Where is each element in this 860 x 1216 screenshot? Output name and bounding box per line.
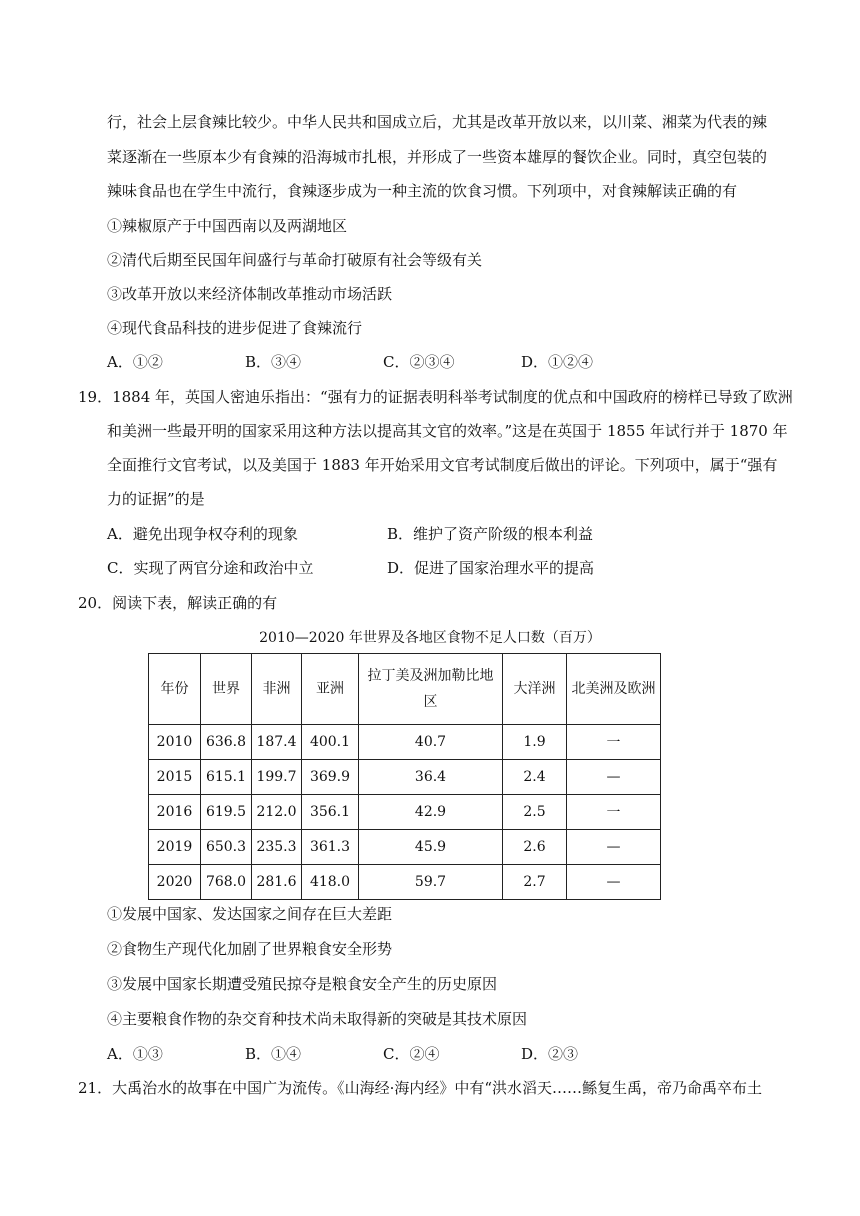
cell: 615.1 [201, 760, 252, 795]
cell: 636.8 [201, 725, 252, 760]
q18-line-1: 行，社会上层食辣比较少。中华人民共和国成立后，尤其是改革开放以来，以川菜、湘菜为代表的辣 [107, 113, 768, 131]
cell: 2.7 [503, 865, 567, 900]
q18-option-c: C．②③④ [383, 353, 455, 371]
q21-line-1: 21．大禹治水的故事在中国广为流传。《山海经·海内经》中有“洪水滔天……鲧复生禹，帝乃命禹卒布土 [78, 1079, 763, 1097]
cell: 281.6 [252, 865, 302, 900]
header-asia: 亚洲 [302, 654, 359, 725]
cell: 199.7 [252, 760, 302, 795]
q19-option-c: C．实现了两官分途和政治中立 [107, 559, 314, 577]
cell: 187.4 [252, 725, 302, 760]
q20-option-c: C．②④ [383, 1045, 440, 1063]
q20-item-4: ④主要粮食作物的杂交育种技术尚未取得新的突破是其技术原因 [107, 1010, 528, 1028]
q18-item-4: ④现代食品科技的进步促进了食辣流行 [107, 319, 363, 337]
q20-item-3: ③发展中国家长期遭受殖民掠夺是粮食安全产生的历史原因 [107, 975, 498, 993]
cell: 2.5 [503, 795, 567, 830]
q20-option-d: D．②③ [521, 1045, 579, 1063]
cell: 369.9 [302, 760, 359, 795]
q20-option-b: B．①④ [245, 1045, 302, 1063]
table-row [149, 725, 661, 760]
food-shortage-table [148, 653, 661, 900]
q18-item-3: ③改革开放以来经济体制改革推动市场活跃 [107, 285, 393, 303]
cell: — [567, 865, 661, 900]
cell: 1.9 [503, 725, 567, 760]
header-world: 世界 [201, 654, 252, 725]
table-row [149, 795, 661, 830]
table-caption: 2010—2020 年世界及各地区食物不足人口数（百万） [259, 630, 601, 646]
q20-stem: 20．阅读下表，解读正确的有 [78, 594, 278, 612]
q20-option-a: A．①③ [107, 1045, 163, 1063]
cell: 400.1 [302, 725, 359, 760]
q19-line-4: 力的证据”的是 [107, 490, 205, 508]
cell: 2.4 [503, 760, 567, 795]
header-year: 年份 [149, 654, 201, 725]
cell: 42.9 [359, 795, 503, 830]
cell: 2015 [149, 760, 201, 795]
header-latin-america: 拉丁美及洲加勒比地区 [359, 654, 503, 725]
cell: 2.6 [503, 830, 567, 865]
table-row [149, 830, 661, 865]
q19-line-1: 19．1884 年，英国人密迪乐指出：“强有力的证据表明科举考试制度的优点和中国政府的榜样已导致了欧洲 [78, 388, 793, 406]
cell: 619.5 [201, 795, 252, 830]
cell: — [567, 830, 661, 865]
cell: 2016 [149, 795, 201, 830]
q18-item-1: ①辣椒原产于中国西南以及两湖地区 [107, 217, 348, 235]
q18-line-2: 菜逐渐在一些原本少有食辣的沿海城市扎根，并形成了一些资本雄厚的餐饮企业。同时，真空包装的 [107, 148, 768, 166]
cell: 2019 [149, 830, 201, 865]
header-north-america-europe: 北美洲及欧洲 [567, 654, 661, 725]
cell: 40.7 [359, 725, 503, 760]
cell: — [567, 760, 661, 795]
q20-item-2: ②食物生产现代化加剧了世界粮食安全形势 [107, 940, 393, 958]
q19-line-3: 全面推行文官考试，以及美国于 1883 年开始采用文官考试制度后做出的评论。下列项中，属于“强有 [107, 456, 778, 474]
cell: 650.3 [201, 830, 252, 865]
q18-line-3: 辣味食品也在学生中流行，食辣逐步成为一种主流的饮食习惯。下列项中，对食辣解读正确的有 [107, 182, 738, 200]
cell: 36.4 [359, 760, 503, 795]
cell: 235.3 [252, 830, 302, 865]
cell: 2010 [149, 725, 201, 760]
cell: 361.3 [302, 830, 359, 865]
q18-option-b: B．③④ [245, 353, 302, 371]
table-row [149, 760, 661, 795]
cell: 212.0 [252, 795, 302, 830]
cell: 45.9 [359, 830, 503, 865]
cell: 59.7 [359, 865, 503, 900]
q19-option-a: A．避免出现争权夺利的现象 [107, 525, 298, 543]
q20-item-1: ①发展中国家、发达国家之间存在巨大差距 [107, 905, 393, 923]
table-row [149, 865, 661, 900]
cell: 一 [567, 725, 661, 760]
q19-option-b: B．维护了资产阶级的根本利益 [387, 525, 594, 543]
q19-line-2: 和美洲一些最开明的国家采用这种方法以提高其文官的效率。”这是在英国于 1855 年试行并于 1870 年 [107, 422, 788, 440]
q18-option-d: D．①②④ [521, 353, 594, 371]
cell: 418.0 [302, 865, 359, 900]
table-header-row [149, 654, 661, 725]
q18-item-2: ②清代后期至民国年间盛行与革命打破原有社会等级有关 [107, 251, 483, 269]
header-oceania: 大洋洲 [503, 654, 567, 725]
cell: 一 [567, 795, 661, 830]
cell: 768.0 [201, 865, 252, 900]
cell: 2020 [149, 865, 201, 900]
q19-option-d: D．促进了国家治理水平的提高 [387, 559, 595, 577]
cell: 356.1 [302, 795, 359, 830]
header-africa: 非洲 [252, 654, 302, 725]
q18-option-a: A．①② [107, 353, 163, 371]
